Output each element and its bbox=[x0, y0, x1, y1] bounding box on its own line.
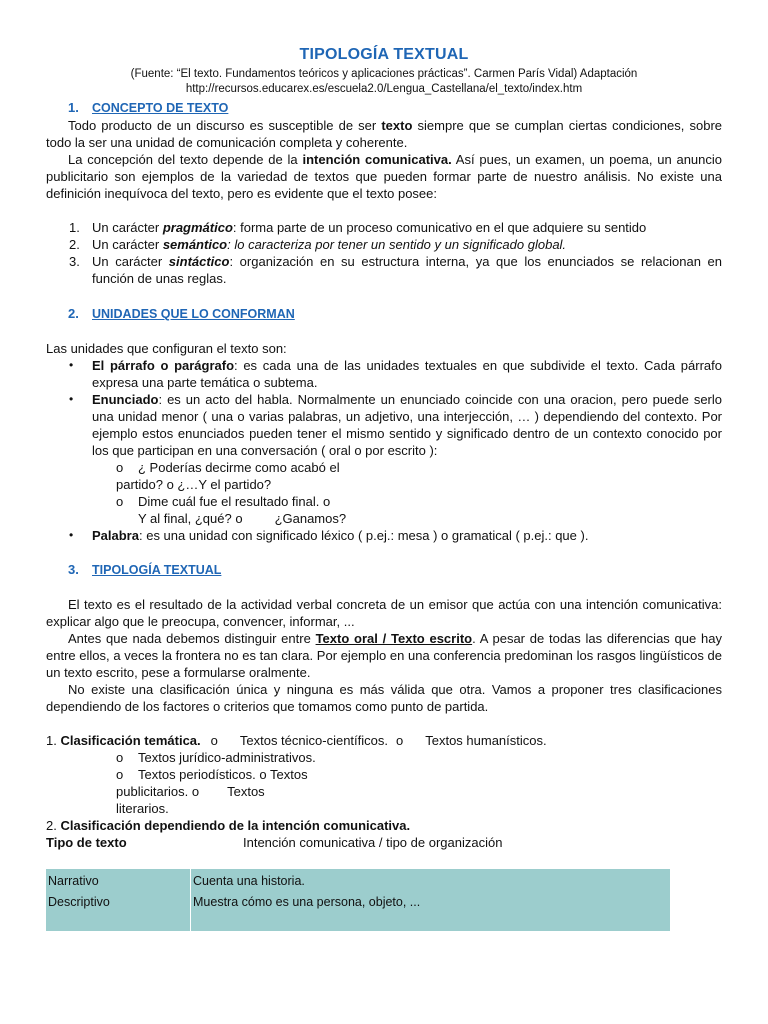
example-line: partido? o ¿…Y el partido? bbox=[116, 477, 272, 492]
list-item: 1. Un carácter pragmático: forma parte de un proceso comunicativo en el que adquiere su sentido bbox=[69, 220, 647, 235]
column-header-intention: Intención comunicativa / tipo de organización bbox=[243, 835, 503, 850]
section-1-paragraph-2: La concepción del texto depende de la intención comunicativa. Así pues, un examen, un poema, un anuncio publicitario son ejemplos de la variedad de textos que pueden formar parte de nuestro análisis. No existe una definición inequívoca del texto, pero es evidente que el texto posee: bbox=[46, 152, 723, 201]
table-cell: Narrativo Descriptivo bbox=[46, 869, 191, 931]
bullet-icon: • bbox=[69, 358, 74, 372]
table-cell: Cuenta una historia. Muestra cómo es una persona, objeto, ... bbox=[191, 869, 671, 931]
table-header bbox=[46, 834, 722, 856]
list-item: 3. Un carácter sintáctico: organización en su estructura interna, ya que los enunciados se relacionan en función de unas reglas. bbox=[69, 254, 723, 286]
circle-bullet-icon: o bbox=[116, 767, 124, 782]
units-list bbox=[46, 357, 722, 459]
bullet-icon: • bbox=[69, 392, 74, 406]
classification-line: o Textos jurídico-administrativos. bbox=[116, 750, 316, 765]
source-line-1: (Fuente: “El texto. Fundamentos teóricos y aplicaciones prácticas”. Carmen París Vidal) Adaptación bbox=[130, 68, 638, 80]
column-header-type: Tipo de texto bbox=[46, 835, 127, 850]
list-item: • Palabra: es una unidad con significado léxico ( p.ej.: mesa ) o gramatical ( p.ej.: que ). bbox=[69, 528, 589, 543]
circle-bullet-icon: o bbox=[116, 460, 124, 475]
section-1-heading: 1. CONCEPTO DE TEXTO bbox=[68, 100, 229, 115]
example-line: o Dime cuál fue el resultado final. o bbox=[116, 494, 331, 509]
list-item: • El párrafo o parágrafo: es cada una de las unidades textuales en que subdivide el texto. Cada párrafo expresa una parte temática o subtema. bbox=[69, 358, 722, 390]
circle-bullet-icon: o bbox=[116, 494, 124, 509]
text-types-table bbox=[46, 869, 670, 931]
circle-bullet-icon: o bbox=[116, 750, 124, 765]
table-row bbox=[46, 869, 670, 931]
classification-line: o Textos periodísticos. o Textos bbox=[116, 767, 308, 782]
section-2-intro: Las unidades que configuran el texto son: bbox=[46, 341, 287, 356]
section-1-paragraph-1: Todo producto de un discurso es susceptible de ser texto siempre que se cumplan ciertas condiciones, sobre todo la ser una unidad de comunicación completa y coherente. bbox=[46, 118, 723, 150]
classification-2: 2. Clasificación dependiendo de la intención comunicativa. bbox=[46, 818, 411, 833]
example-line: Y al final, ¿qué? o ¿Ganamos? bbox=[138, 511, 347, 526]
classification-line: literarios. bbox=[116, 801, 169, 816]
source-citation bbox=[46, 67, 722, 97]
document-title: TIPOLOGÍA TEXTUAL bbox=[299, 46, 469, 63]
source-url: http://recursos.educarex.es/escuela2.0/Lengua_Castellana/el_texto/index.htm bbox=[185, 83, 583, 95]
section-3-paragraph-1: El texto es el resultado de la actividad verbal concreta de un emisor que actúa con una intención comunicativa: explicar algo que le preocupa, convencer, informar, ... bbox=[46, 597, 722, 629]
list-item: • Enunciado: es un acto del habla. Normalmente un enunciado coincide con una oracion, pero puede serlo una unidad menor ( una o varias palabras, un adjetivo, una interjección, … ) dependiendo del contexto. Por ejemplo estos enunciados pueden tener el mismo sentido y significado dentro de un contexto conocido por los que participan en una conversación ( oral o por escrito ): bbox=[69, 392, 722, 458]
text-properties-list bbox=[46, 219, 722, 287]
classification-1: 1. Clasificación temática. o Textos técnico-científicos. o Textos humanísticos. bbox=[46, 733, 547, 748]
section-3-heading: 3. TIPOLOGÍA TEXTUAL bbox=[68, 562, 222, 577]
units-list-continued bbox=[46, 527, 722, 544]
example-line: o ¿ Poderías decirme como acabó el bbox=[116, 460, 340, 475]
classification-line: publicitarios. o Textos bbox=[116, 784, 265, 799]
section-2-heading: 2. UNIDADES QUE LO CONFORMAN bbox=[68, 306, 295, 321]
list-item: 2. Un carácter semántico: lo caracteriza por tener un sentido y un significado global. bbox=[69, 237, 567, 252]
section-3-paragraph-3: No existe una clasificación única y ninguna es más válida que otra. Vamos a proponer tres clasificaciones dependiendo de los factores o criterios que tomamos como punto de partida. bbox=[46, 682, 722, 714]
document-page bbox=[46, 0, 722, 931]
section-3-paragraph-2: Antes que nada debemos distinguir entre Texto oral / Texto escrito. A pesar de todas las diferencias que hay entre ellos, a veces la frontera no es tan clara. Por ejemplo en una conferencia predominan los rasgos lingüísticos de un texto escrito, pese a formularse oralmente. bbox=[46, 631, 722, 680]
bullet-icon: • bbox=[69, 528, 74, 542]
